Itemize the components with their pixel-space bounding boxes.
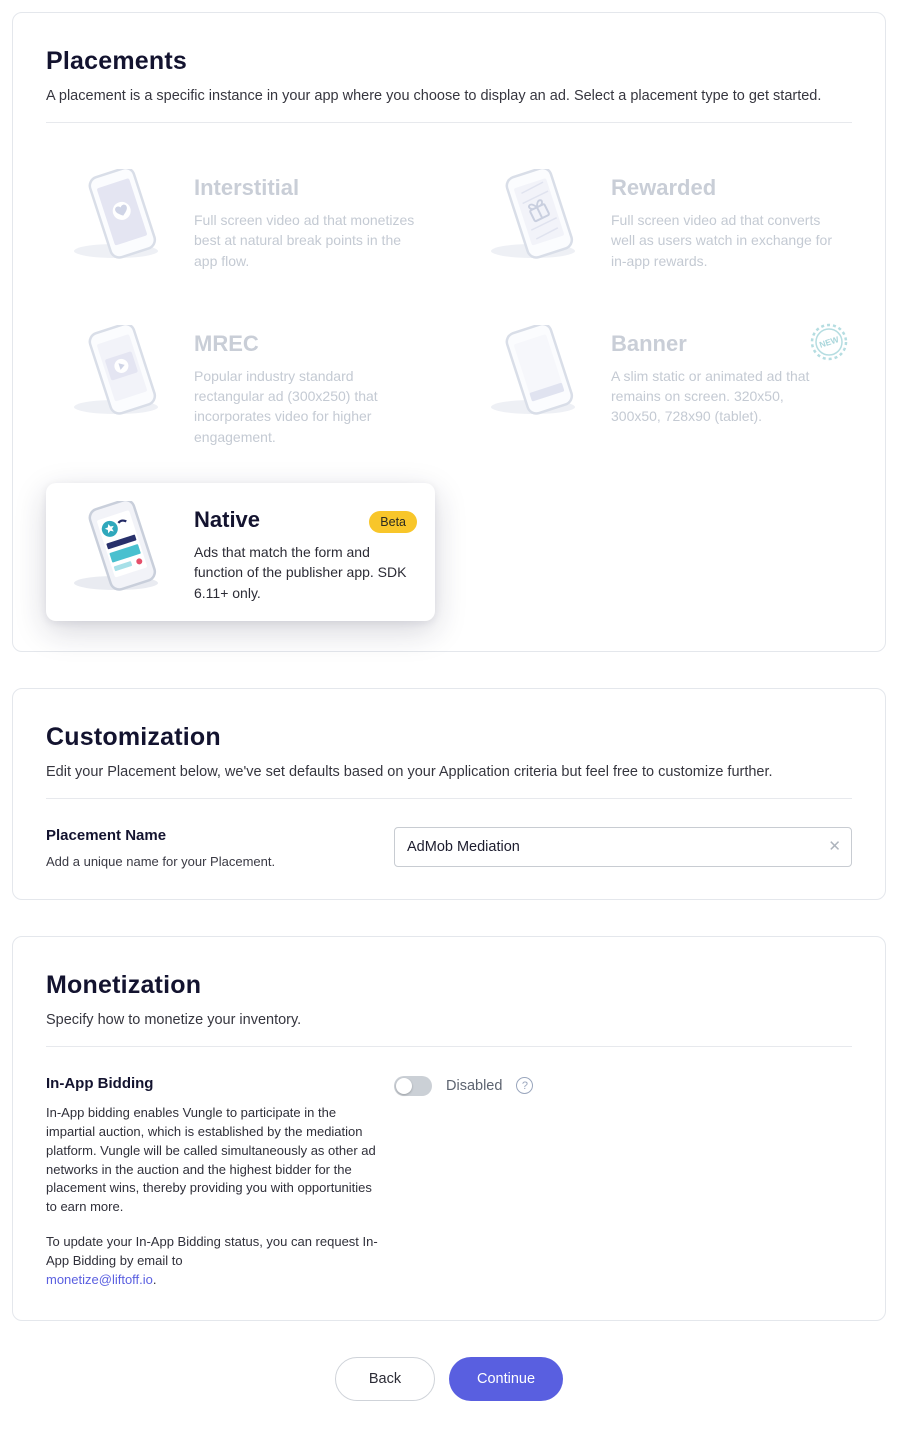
placement-description: Full screen video ad that converts well as users watch in exchange for in-app rewards. [611,212,832,269]
placement-text [611,325,834,427]
rewarded-phone-icon [483,169,595,261]
question-icon[interactable]: ? [516,1077,533,1094]
placements-subtitle: A placement is a specific instance in your app where you choose to display an ad. Select a placement type to get started. [46,88,822,104]
customization-title: Customization [46,722,221,751]
placement-text [194,501,417,603]
placement-name-input[interactable] [394,827,852,867]
customization-card [12,688,886,900]
placement-type-grid [46,151,852,621]
toggle-state-label: Disabled [446,1077,503,1094]
back-button[interactable]: Back [335,1357,435,1401]
placement-option-rewarded[interactable] [463,151,852,289]
in-app-bidding-note [46,1233,378,1290]
monetize-email-link[interactable]: monetize@liftoff.io [46,1271,153,1287]
placement-title: MREC [194,330,259,356]
placement-title: Interstitial [194,175,300,200]
placement-option-banner[interactable] [463,307,852,465]
placement-description: Ads that match the form and function of the publisher app. SDK 6.11+ only. [194,544,407,601]
monetization-title: Monetization [46,970,202,999]
placement-text [194,169,417,271]
in-app-bidding-description: In-App bidding enables Vungle to participate in the impartial auction, which is established by the mediation platform. Vungle will be called simultaneously as other ad networks in the auction and the highest bidder for the placement wins, thereby providing you with opportunities to earn more. [46,1104,376,1215]
in-app-bidding-label: In-App Bidding [46,1074,154,1092]
divider [46,1046,852,1047]
in-app-bidding-labels [46,1075,394,1290]
continue-button[interactable]: Continue [449,1357,563,1401]
placement-title: Rewarded [611,175,717,200]
interstitial-phone-icon [66,169,178,261]
placement-title: Native [194,507,261,533]
in-app-bidding-note-text: To update your In-App Bidding status, you can request In-App Bidding by email to [46,1234,378,1268]
placement-text [611,169,834,271]
clear-input-icon[interactable]: ✕ [828,837,841,855]
in-app-bidding-row [46,1075,852,1290]
mrec-phone-icon [66,325,178,417]
placement-name-label: Placement Name [46,826,167,844]
customization-subtitle: Edit your Placement below, we've set defaults based on your Application criteria but feel free to customize further. [46,763,773,780]
footer-actions [0,1357,898,1401]
placement-description: Full screen video ad that monetizes best at natural break points in the app flow. [194,212,415,269]
divider [46,798,852,799]
placement-name-input-wrap [394,827,852,867]
placement-description: Popular industry standard rectangular ad (300x250) that incorporates video for higher engagement. [194,367,378,445]
placement-name-labels [46,827,394,869]
placement-title: Banner [611,330,687,356]
monetization-card [12,936,886,1321]
beta-badge: Beta [369,511,417,533]
placement-option-native[interactable] [46,483,435,621]
divider [46,122,852,123]
placement-name-help: Add a unique name for your Placement. [46,853,276,869]
placement-text [194,325,417,447]
native-phone-icon [66,501,178,593]
new-badge-icon [810,323,848,361]
placement-description: A slim static or animated ad that remains on screen. 320x50, 300x50, 728x90 (tablet). [611,367,810,425]
note-period: . [152,1271,157,1287]
placement-name-row [46,827,852,869]
placements-title: Placements [46,47,187,75]
placements-card [12,12,886,652]
in-app-bidding-control [394,1075,533,1096]
placement-option-mrec[interactable] [46,307,435,465]
native-title-row [194,501,417,542]
monetization-subtitle: Specify how to monetize your inventory. [46,1011,302,1028]
svg-text:NEW: NEW [818,334,840,350]
banner-phone-icon [483,325,595,417]
placement-option-interstitial[interactable] [46,151,435,289]
in-app-bidding-toggle[interactable] [394,1076,432,1096]
toggle-knob [396,1078,412,1094]
